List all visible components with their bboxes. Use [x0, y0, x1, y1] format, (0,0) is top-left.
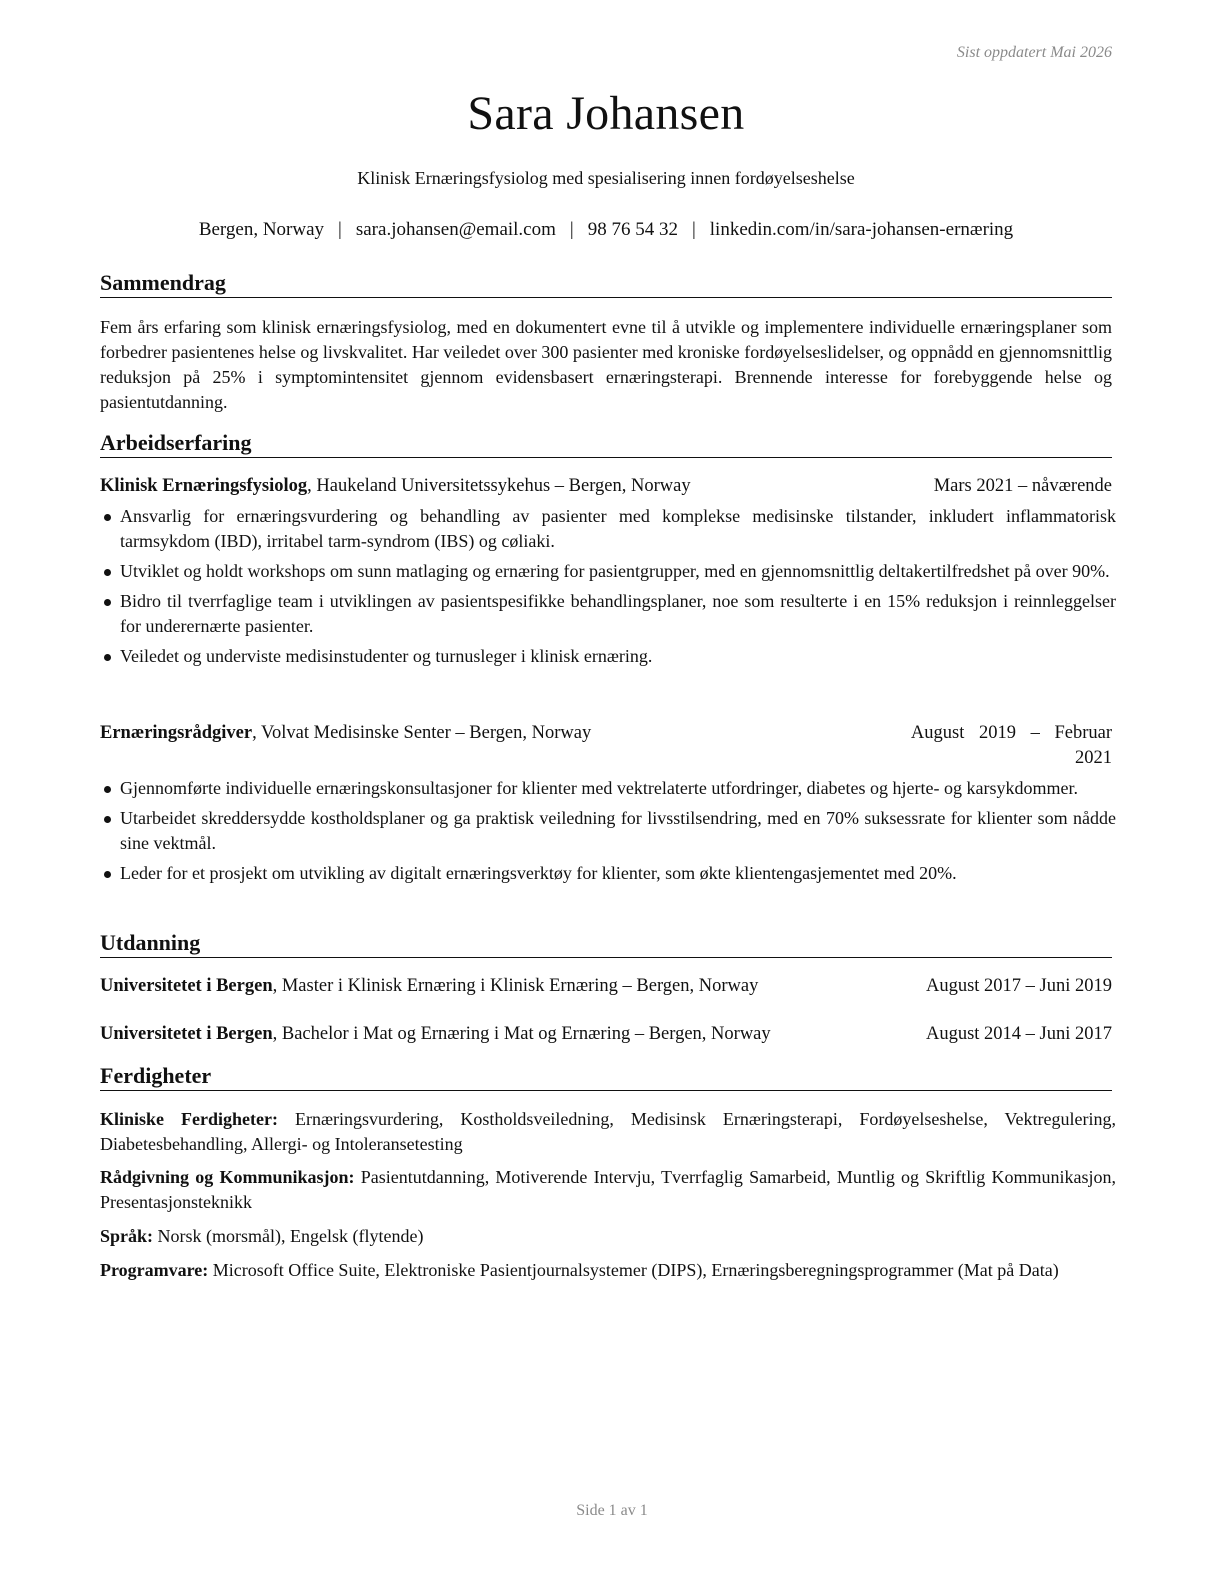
summary-text: Fem års erfaring som klinisk ernæringsfysiolog, med en dokumentert evne til å utvikle og implementere individuelle ernæringsplaner som forbedrer pasientenes helse og livskvalitet. Har veiledet over 300 pasienter med kroniske fordøyelseslidelser, og oppnådd en gjennomsnittlig reduksjon på 25% i symptomintensitet gjennom evidensbasert ernæringsterapi. Brennende interesse for forebyggende helse og pasientutdanning. [100, 317, 1112, 412]
separator: | [691, 219, 696, 240]
job-bullets [100, 504, 1116, 669]
list-item: Leder for et prosjekt om utvikling av digitalt ernæringsverktøy for klienter, som økte klientengasjementet med 20%. [100, 861, 1116, 886]
school-name: Universitetet i Bergen [100, 1024, 273, 1044]
skill-label: Rådgivning og Kommunikasjon: [100, 1167, 355, 1187]
list-item: Bidro til tverrfaglige team i utviklingen av pasientspesifikke behandlingsplaner, noe som resulterte i en 15% reduksjon i reinnleggelser for underernærte pasienter. [100, 589, 1116, 639]
list-item: Utviklet og holdt workshops om sunn matlaging og ernæring for pasientgrupper, med en gjennomsnittlig deltakertilfredshet på over 90%. [100, 559, 1116, 584]
linkedin-link[interactable]: linkedin.com/in/sara-johansen-ernæring [709, 219, 1014, 240]
school-name: Universitetet i Bergen [100, 976, 273, 996]
job-role: Klinisk Ernæringsfysiolog [100, 476, 308, 496]
skill-value: Ernæringsvurdering, Kostholdsveiledning, Medisinsk Ernæringsterapi, Fordøyelseshelse, Vektregulering, Diabetesbehandling, Allergi- og Intoleransetesting [100, 1109, 1116, 1154]
skill-value: Pasientutdanning, Motiverende Intervju, Tverrfaglig Samarbeid, Muntlig og Skriftlig Kommunikasjon, Presentasjonsteknikk [100, 1167, 1116, 1212]
list-item: Veiledet og underviste medisinstudenter og turnusleger i klinisk ernæring. [100, 644, 1116, 669]
education-dates: August 2017 – Juni 2019 [925, 976, 1112, 996]
job-role: Ernæringsrådgiver [100, 723, 253, 743]
degree: , Master i Klinisk Ernæring i Klinisk Ernæring – Bergen, Norway [272, 976, 759, 996]
page-number: Side 1 av 1 [576, 1502, 648, 1519]
skill-group [100, 1107, 1116, 1157]
skill-value: Norsk (morsmål), Engelsk (flytende) [153, 1226, 424, 1246]
job-dates-line: August 2019 – Februar [910, 723, 1112, 743]
job-bullets [100, 776, 1116, 886]
job-dates [911, 721, 1112, 771]
list-item: Gjennomførte individuelle ernæringskonsultasjoner for klienter med vektrelaterte utfordringer, diabetes og hjerte- og karsykdommer. [100, 776, 1116, 801]
section-title-experience: Arbeidserfaring [100, 430, 1112, 458]
candidate-name: Sara Johansen [467, 87, 745, 140]
skill-group [100, 1165, 1116, 1215]
phone: 98 76 54 32 [587, 219, 678, 240]
headline: Klinisk Ernæringsfysiolog med spesialisering innen fordøyelseshelse [357, 168, 855, 188]
list-item: Ansvarlig for ernæringsvurdering og behandling av pasienter med komplekse medisinske tilstander, inkludert inflammatorisk tarmsykdom (IBD), irritabel tarm-syndrom (IBS) og cøliaki. [100, 504, 1116, 554]
skill-label: Språk: [100, 1226, 154, 1246]
education-dates: August 2014 – Juni 2017 [925, 1024, 1112, 1044]
job-dates: Mars 2021 – nåværende [933, 476, 1112, 496]
location: Bergen, Norway [198, 219, 325, 240]
list-item: Utarbeidet skreddersydde kostholdsplaner og ga praktisk veiledning for livsstilsendring, med en 70% suksessrate for klienter som nådde sine vektmål. [100, 806, 1116, 856]
degree: , Bachelor i Mat og Ernæring i Mat og Ernæring – Bergen, Norway [272, 1024, 771, 1044]
skill-value: Microsoft Office Suite, Elektroniske Pasientjournalsystemer (DIPS), Ernæringsberegningsprogrammer (Mat på Data) [208, 1260, 1059, 1280]
skill-group [100, 1258, 1116, 1283]
separator: | [569, 219, 574, 240]
skill-label: Kliniske Ferdigheter: [100, 1109, 278, 1129]
skill-group [100, 1224, 1116, 1249]
contact-line [100, 219, 1112, 241]
section-title-education: Utdanning [100, 930, 1112, 958]
last-updated: Sist oppdatert Mai 2026 [956, 44, 1112, 61]
section-title-summary: Sammendrag [100, 270, 1112, 298]
job-org: , Volvat Medisinske Senter – Bergen, Norway [252, 723, 592, 743]
email-link[interactable]: sara.johansen@email.com [355, 219, 556, 240]
separator: | [338, 219, 342, 240]
section-title-skills: Ferdigheter [100, 1063, 1112, 1091]
job-dates-line: 2021 [1075, 748, 1112, 768]
skill-label: Programvare: [100, 1260, 209, 1280]
job-org: , Haukeland Universitetssykehus – Bergen, Norway [307, 476, 691, 496]
